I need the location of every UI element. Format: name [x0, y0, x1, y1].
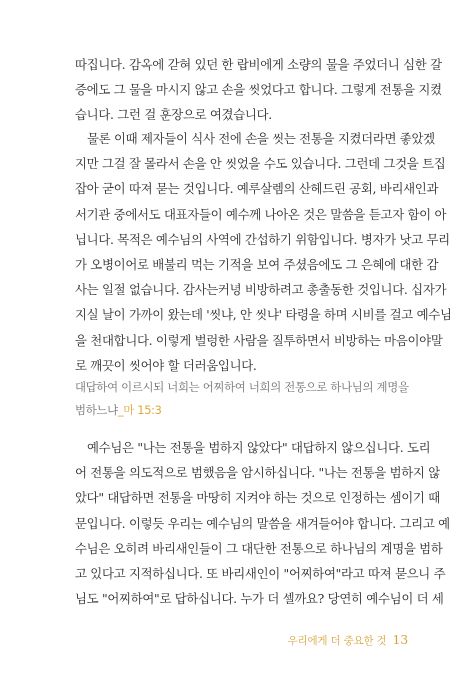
text-line: 문입니다. 이렇듯 우리는 예수님의 말씀을 새겨들어야 합니다. 그리고 예 — [75, 515, 450, 531]
page-number: 13 — [392, 632, 408, 647]
quote-line — [75, 399, 395, 422]
scripture-quote — [75, 376, 409, 422]
text-line: 을 천대합니다. 이렇게 벌렁한 사람을 질투하면서 비방하는 마음이야말 — [75, 332, 443, 348]
text-line: 지만 그걸 잘 몰라서 손을 안 씻었을 수도 있습니다. 그런데 그것을 트집 — [75, 156, 446, 172]
body-paragraph-1 — [75, 52, 442, 128]
text-line: 로 깨끗이 씻어야 할 더러움입니다. — [75, 357, 257, 373]
text-line: 습니다. 그런 걸 훈장으로 여겼습니다. — [75, 107, 272, 123]
text-line: 증에도 그 물을 마시지 않고 손을 씻었다고 합니다. 그렇게 전통을 지켰 — [75, 82, 442, 98]
text-line: 지실 날이 가까이 왔는데 '씻냐, 안 씻냐' 타령을 하며 시비를 걸고 예수님 — [75, 307, 452, 323]
text-line: 고 있다고 지적하십니다. 또 바리새인이 "어찌하여"라고 따져 묻으니 주 — [75, 566, 446, 582]
text-line: 예수님은 "나는 전통을 범하지 않았다" 대답하지 않으십니다. 도리 — [87, 440, 431, 455]
body-paragraph-3 — [75, 435, 450, 611]
scripture-reference: _마 15:3 — [117, 403, 162, 417]
quote-line-text: 범하느냐 — [75, 403, 118, 417]
page-footer — [288, 632, 408, 648]
body-paragraph-2 — [75, 126, 452, 378]
text-line: 닙니다. 목적은 예수님의 사역에 간섭하기 위함입니다. 병자가 낫고 무리 — [75, 231, 450, 247]
text-line: 어 전통을 의도적으로 범했음을 암시하십니다. "나는 전통을 범하지 않 — [75, 465, 440, 481]
text-line: 잡아 굳이 따져 묻는 것입니다. 예루살렘의 산헤드린 공회, 바리새인과 — [75, 181, 439, 197]
text-line: 가 오병이어로 배불리 먹는 기적을 보여 주셨음에도 그 은혜에 대한 감 — [75, 257, 439, 273]
text-line: 사는 일절 없습니다. 감사는커녕 비방하려고 총출동한 것입니다. 십자가 — [75, 282, 447, 298]
text-line: 따집니다. 감옥에 갇혀 있던 한 랍비에게 소량의 물을 주었더니 심한 갈 — [75, 57, 442, 72]
quote-line: 대답하여 이르시되 너희는 어찌하여 너희의 전통으로 하나님의 계명을 — [75, 380, 409, 394]
running-title: 우리에게 더 중요한 것 — [287, 635, 387, 647]
text-line: 수님은 오히려 바리새인들이 그 대단한 전통으로 하나님의 계명을 범하 — [75, 540, 443, 556]
text-line: 았다" 대답하면 전통을 마땅히 지켜야 하는 것으로 인정하는 셈이기 때 — [75, 490, 440, 506]
text-line: 서기관 중에서도 대표자들이 예수께 나아온 것은 말씀을 듣고자 함이 아 — [75, 206, 447, 222]
text-line: 물론 이때 제자들이 식사 전에 손을 씻는 전통을 지켰더라면 좋았겠 — [87, 131, 435, 146]
text-line: 님도 "어찌하여"로 답하십니다. 누가 더 셀까요? 당연히 예수님이 더 세 — [75, 591, 444, 607]
